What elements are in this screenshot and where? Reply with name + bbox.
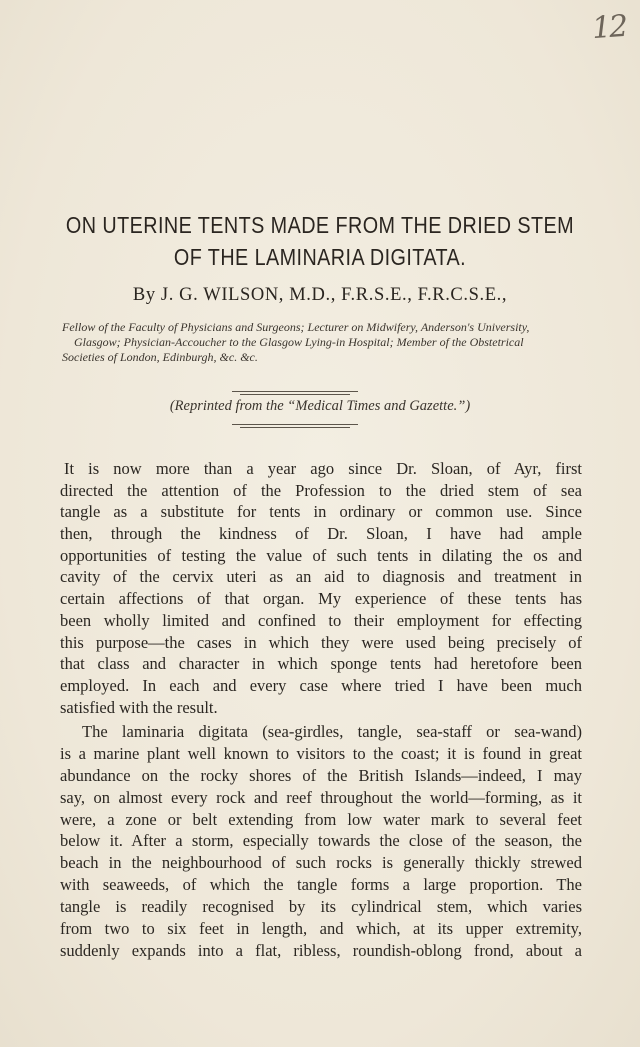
paragraph-line: abundance on the rocky shores of the British Islands—indeed, I may [60,765,582,785]
paragraph-line: directed the attention of the Profession to the dried stem of sea [60,480,582,500]
paragraph-line: this purpose—the cases in which they were used being precisely of [60,632,582,652]
credentials-line: Glasgow; Physician-Accoucher to the Glasgow Lying-in Hospital; Member of the Obstetrical [74,335,524,349]
paragraph-line: cavity of the cervix uteri as an aid to diagnosis and treatment in [60,567,582,587]
paragraph-line: employed. In each and every case where tried I have been much [60,675,582,695]
paragraph-line: been wholly limited and confined to their employment for effecting [60,610,582,630]
paragraph-line: below it. After a storm, especially towards the close of the season, the [60,831,582,851]
credentials-line: Societies of London, Edinburgh, &c. &c. [62,350,258,364]
divider-top-inner [240,394,350,395]
title-line-2: OF THE LAMINARIA DIGITATA. [173,244,467,270]
handwritten-page-number: 12 [590,8,628,47]
author-credentials [62,320,582,365]
paragraph-line: It is now more than a year ago since Dr. Sloan, of Ayr, first [64,459,582,478]
paragraph-line: say, on almost every rock and reef throughout the world—forming, as it [60,787,582,807]
divider-bottom-inner [240,427,350,428]
paragraph-line: certain affections of that organ. My experience of these tents has [60,589,582,609]
author-line: By J. G. WILSON, M.D., F.R.S.E., F.R.C.S.E., [132,285,508,305]
divider-bottom [232,424,358,425]
credentials-line: Fellow of the Faculty of Physicians and Surgeons; Lecturer on Midwifery, Anderson's University, [62,320,530,334]
paragraph-line: with seaweeds, of which the tangle forms a large proportion. The [60,875,582,895]
paragraph-line: beach in the neighbourhood of such rocks is generally thickly strewed [60,853,582,873]
paragraph-line: tangle is readily recognised by its cylindrical stem, which varies [60,897,582,917]
divider-top [232,391,358,392]
paragraph-line: then, through the kindness of Dr. Sloan, I have had ample [60,524,582,544]
paragraph-line: The laminaria digitata (sea-girdles, tangle, sea-staff or sea-wand) [82,722,582,741]
paragraph-2 [60,721,582,962]
paragraph-1 [60,458,582,718]
title-line-1: ON UTERINE TENTS MADE FROM THE DRIED STEM [65,212,575,238]
paragraph-line: suddenly expands into a flat, ribless, roundish-oblong frond, about a [60,940,582,960]
paragraph-line: that class and character in which sponge tents had heretofore been [60,654,582,674]
paragraph-line: satisfied with the result. [60,697,218,717]
paragraph-line: from two to six feet in length, and which, at its upper extremity, [60,919,582,939]
reprint-note: (Reprinted from the “Medical Times and Gazette.”) [169,398,471,414]
paragraph-line: opportunities of testing the value of such tents in dilating the os and [60,545,582,565]
paragraph-line: is a marine plant well known to visitors to the coast; it is found in great [60,743,582,763]
paragraph-line: were, a zone or belt extending from low water mark to several feet [60,809,582,829]
paragraph-line: tangle as a substitute for tents in ordinary or common use. Since [60,502,582,522]
